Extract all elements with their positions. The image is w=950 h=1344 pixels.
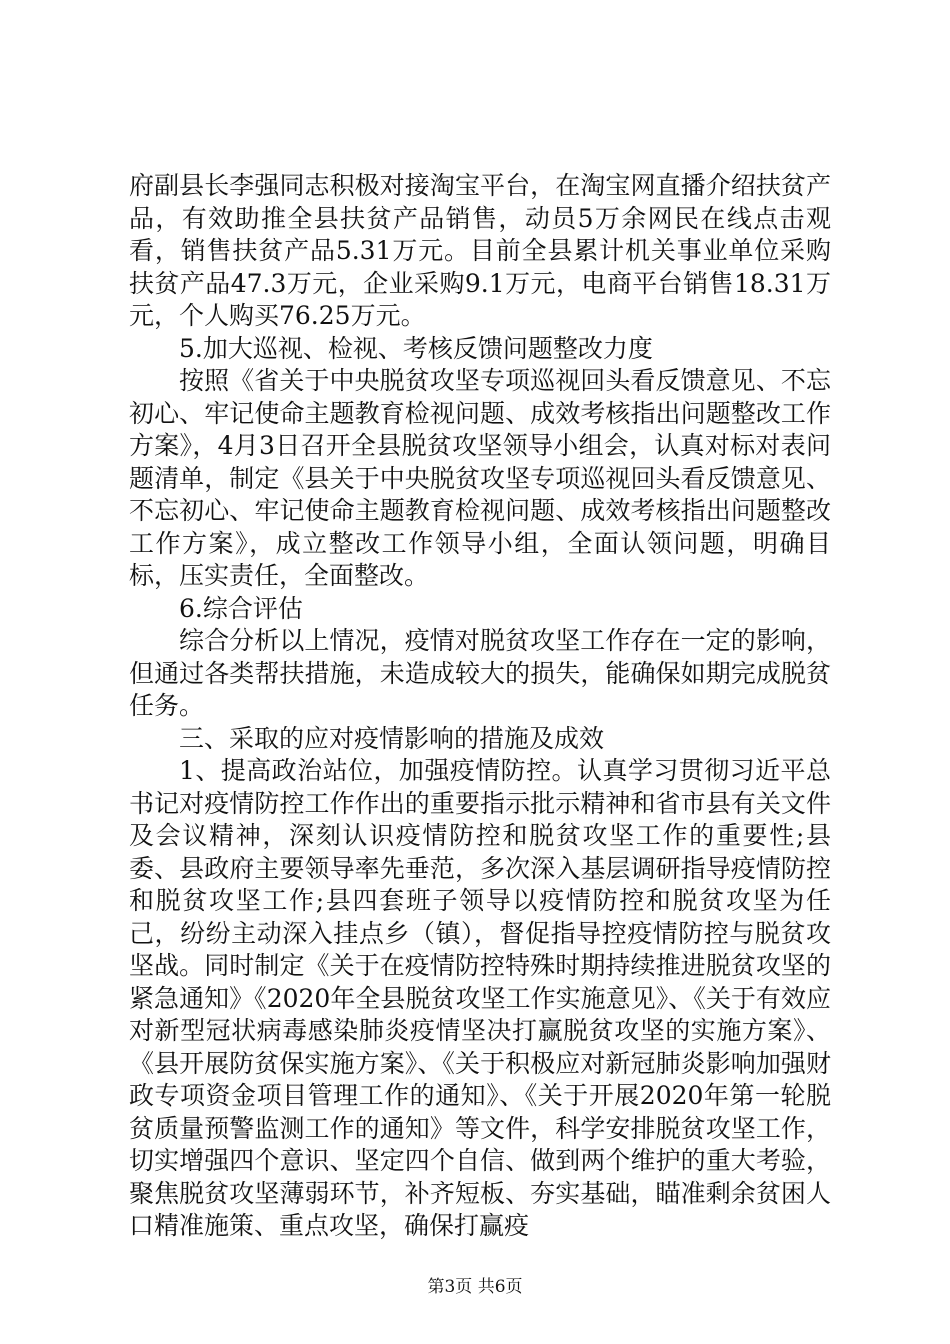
document-body	[129, 170, 831, 1243]
page-number-footer: 第3页 共6页	[427, 1277, 523, 1297]
section-heading-rectification: 5.加大巡视、检视、考核反馈问题整改力度	[179, 333, 653, 363]
paragraph-measures: 1、提高政治站位，加强疫情防控。认真学习贯彻习近平总书记对疫情防控工作作出的重要指示批示精神和省市县有关文件及会议精神，深刻认识疫情防控和脱贫攻坚工作的重要性;县委、县政府主要领导率先垂范，多次深入基层调研指导疫情防控和脱贫攻坚工作;县四套班子领导以疫情防控和脱贫攻坚为任己，纷纷主动深入挂点乡（镇），督促指导控疫情防控与脱贫攻坚战。同时制定《关于在疫情防控特殊时期持续推进脱贫攻坚的紧急通知》《2020年全县脱贫攻坚工作实施意见》、《关于有效应对新型冠状病毒感染肺炎疫情坚决打赢脱贫攻坚的实施方案》、《县开展防贫保实施方案》、《关于积极应对新冠肺炎影响加强财政专项资金项目管理工作的通知》、《关于开展2020年第一轮脱贫质量预警监测工作的通知》等文件，科学安排脱贫攻坚工作，切实增强四个意识、坚定四个自信、做到两个维护的重大考验，聚焦脱贫攻坚薄弱环节，补齐短板、夯实基础，瞄准剩余贫困人口精准施策、重点攻坚，确保打赢疫	[129, 756, 831, 1240]
section-heading-evaluation: 6.综合评估	[179, 593, 303, 623]
paragraph-rectification: 按照《省关于中央脱贫攻坚专项巡视回头看反馈意见、不忘初心、牢记使命主题教育检视问题、成效考核指出问题整改工作方案》，4月3日召开全县脱贫攻坚领导小组会，认真对标对表问题清单，制定《县关于中央脱贫攻坚专项巡视回头看反馈意见、不忘初心、牢记使命主题教育检视问题、成效考核指出问题整改工作方案》，成立整改工作领导小组，全面认领问题，明确目标，压实责任，全面整改。	[129, 366, 831, 590]
section-heading-measures: 三、采取的应对疫情影响的措施及成效	[179, 723, 605, 753]
paragraph-evaluation: 综合分析以上情况，疫情对脱贫攻坚工作存在一定的影响，但通过各类帮扶措施，未造成较大的损失，能确保如期完成脱贫任务。	[129, 626, 831, 720]
paragraph-sales-summary: 府副县长李强同志积极对接淘宝平台，在淘宝网直播介绍扶贫产品，有效助推全县扶贫产品销售，动员5万余网民在线点击观看，销售扶贫产品5.31万元。目前全县累计机关事业单位采购扶贫产品47.3万元，企业采购9.1万元，电商平台销售18.31万元，个人购买76.25万元。	[129, 171, 831, 330]
